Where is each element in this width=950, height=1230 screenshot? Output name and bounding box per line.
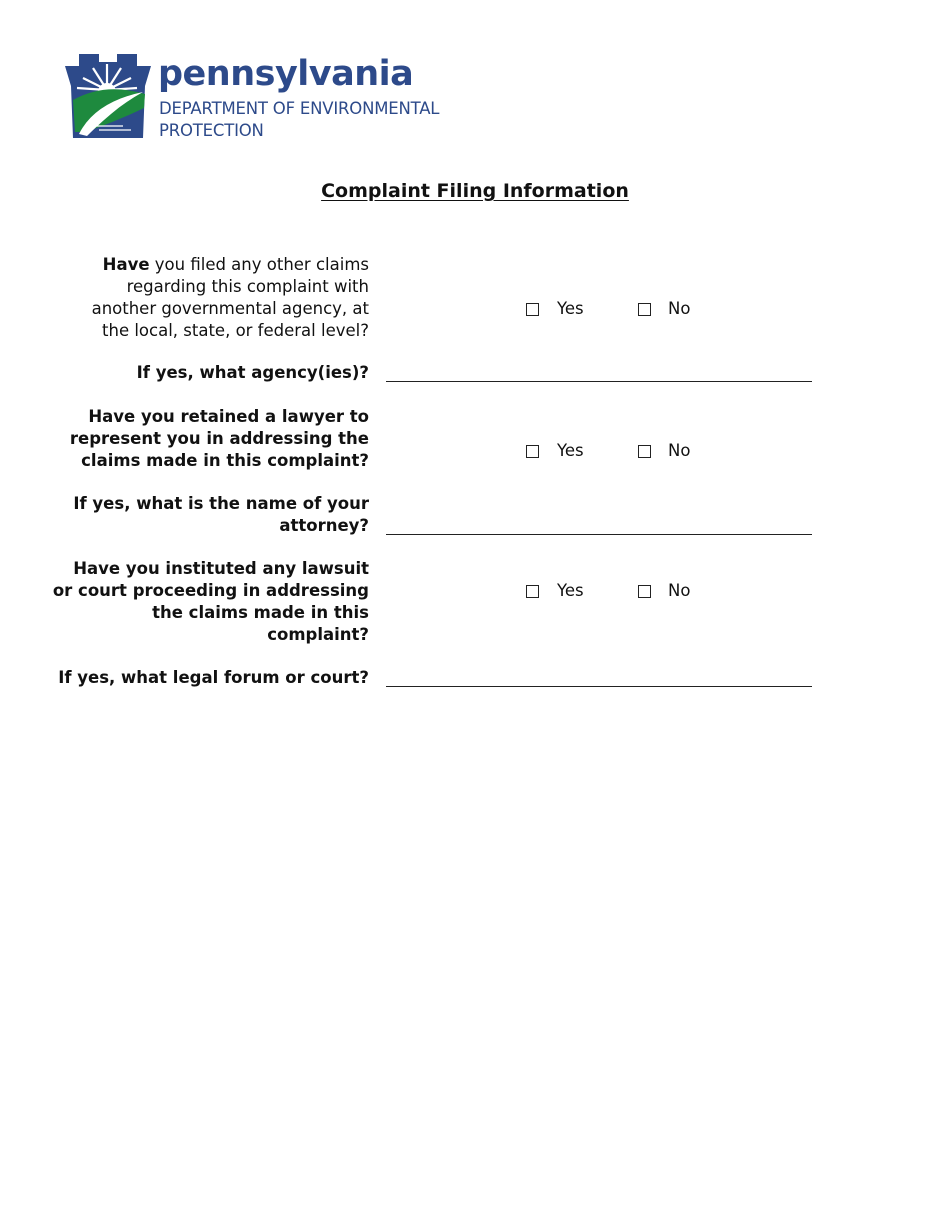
department-line-2: PROTECTION (159, 121, 264, 140)
question-3-line-3: the claims made in this (152, 603, 369, 622)
question-1-line-2: regarding this complaint with (126, 277, 369, 296)
question-1-no-label: No (668, 299, 691, 318)
question-1-no-checkbox[interactable] (638, 303, 651, 316)
question-2-followup-label (73, 493, 369, 537)
question-2-label (70, 406, 369, 472)
page-title: Complaint Filing Information (321, 180, 629, 202)
attorney-name-input[interactable] (386, 534, 812, 535)
department-line-1: DEPARTMENT OF ENVIRONMENTAL (159, 99, 440, 118)
question-1-yes-checkbox[interactable] (526, 303, 539, 316)
question-3-yes-checkbox[interactable] (526, 585, 539, 598)
question-2-line-1: Have you retained a lawyer to (88, 407, 369, 426)
question-1-lead: Have (102, 255, 150, 274)
keystone-icon (65, 52, 151, 138)
question-1-line-1: you filed any other claims (149, 255, 369, 274)
question-1-line-4: the local, state, or federal level? (102, 321, 369, 340)
question-2-yes-checkbox[interactable] (526, 445, 539, 458)
question-2-line-3: claims made in this complaint? (81, 451, 369, 470)
question-1-followup-label (137, 362, 369, 384)
question-3-line-2: or court proceeding in addressing (52, 581, 369, 600)
pa-dep-logo (65, 52, 465, 142)
question-3-no-label: No (668, 581, 691, 600)
question-3-followup-line-1: If yes, what legal forum or court? (58, 668, 369, 687)
question-3-line-1: Have you instituted any lawsuit (73, 559, 369, 578)
department-name (159, 98, 439, 142)
question-2-line-2: represent you in addressing the (69, 429, 369, 448)
question-3-no-checkbox[interactable] (638, 585, 651, 598)
brand-name: pennsylvania (158, 54, 414, 94)
question-2-no-checkbox[interactable] (638, 445, 651, 458)
legal-forum-input[interactable] (386, 686, 812, 687)
question-2-followup-line-1: If yes, what is the name of your (73, 494, 369, 513)
question-2-no-label: No (668, 441, 691, 460)
question-1-line-3: another governmental agency, at (91, 299, 369, 318)
question-3-yes-label: Yes (557, 581, 584, 600)
question-3-label (53, 558, 369, 646)
question-2-yes-label: Yes (557, 441, 584, 460)
question-3-line-4: complaint? (267, 625, 369, 644)
agency-input[interactable] (386, 381, 812, 382)
question-1-label (92, 254, 369, 342)
question-1-yes-label: Yes (557, 299, 584, 318)
question-3-followup-label (58, 667, 369, 689)
question-1-followup-line-1: If yes, what agency(ies)? (136, 363, 369, 382)
question-2-followup-line-2: attorney? (279, 516, 369, 535)
